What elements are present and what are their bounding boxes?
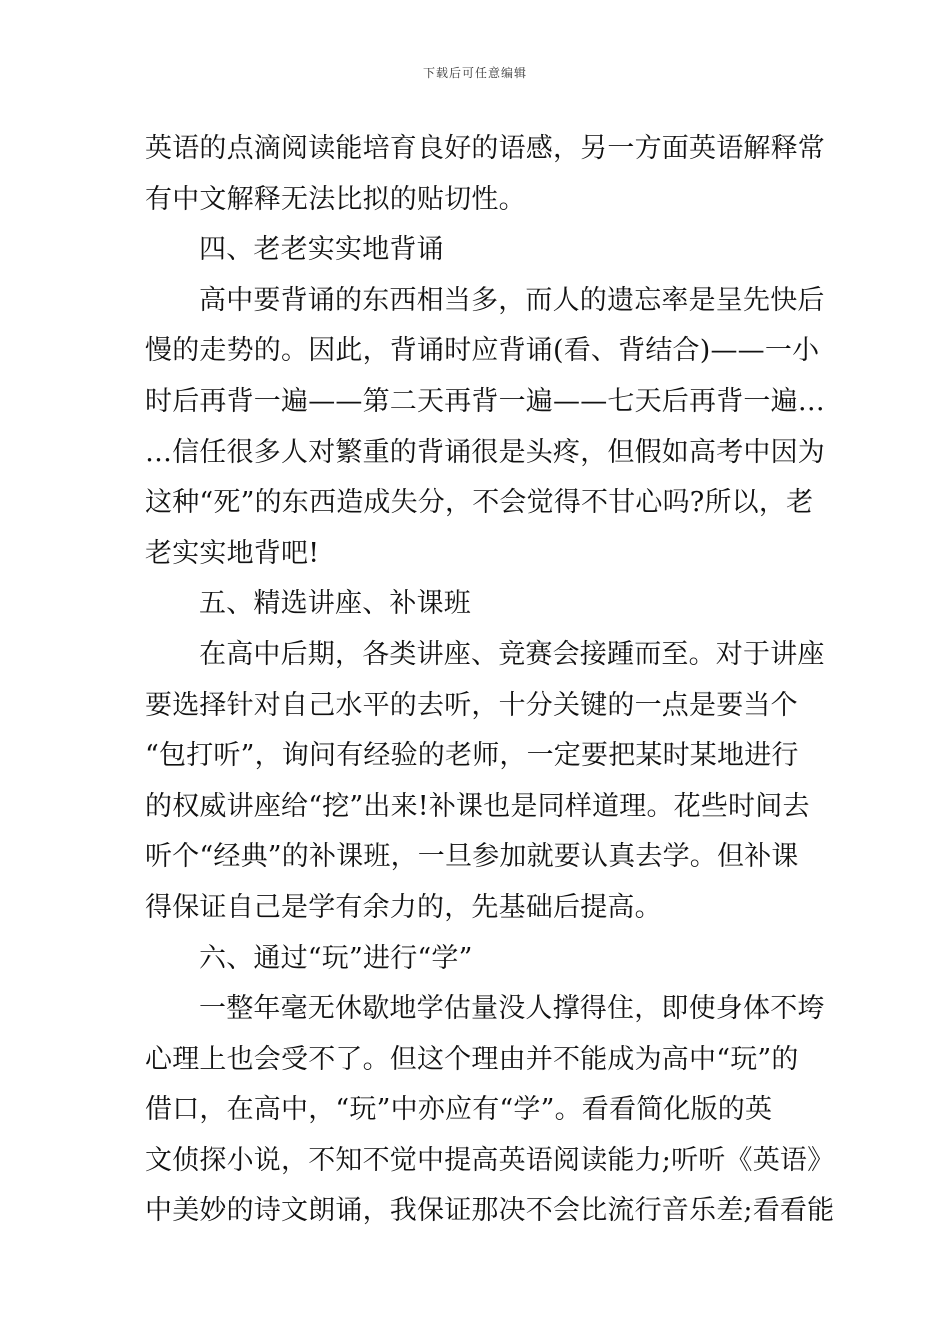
section-heading: 五、精选讲座、补课班	[199, 588, 471, 620]
text-line: 听个“经典”的补课班，一旦参加就要认真去学。但补课	[145, 841, 799, 873]
paragraph-start: 一整年毫无休歇地学估量没人撑得住，即使身体不垮	[199, 993, 825, 1025]
paragraph-start: 在高中后期，各类讲座、竞赛会接踵而至。对于讲座	[199, 638, 825, 670]
section-heading: 六、通过“玩”进行“学”	[199, 942, 473, 974]
text-line: …信任很多人对繁重的背诵很是头疼，但假如高考中因为	[145, 436, 825, 468]
text-line: 这种“死”的东西造成失分，不会觉得不甘心吗?所以，老	[145, 487, 814, 519]
text-line: 文侦探小说，不知不觉中提高英语阅读能力;听听《英语》	[145, 1144, 835, 1176]
text-line: 有中文解释无法比拟的贴切性。	[145, 183, 526, 215]
text-line: 的权威讲座给“挖”出来!补课也是同样道理。花些时间去	[145, 790, 810, 822]
section-heading: 四、老老实实地背诵	[199, 234, 444, 266]
document-body	[145, 124, 835, 1237]
text-line: 老实实地背吧!	[145, 537, 320, 569]
text-line: 心理上也会受不了。但这个理由并不能成为高中“玩”的	[145, 1043, 799, 1075]
text-line: 慢的走势的。因此，背诵时应背诵(看、背结合)——一小	[145, 335, 820, 367]
text-line: 借口，在高中，“玩”中亦应有“学”。看看简化版的英	[145, 1094, 773, 1126]
text-line: 英语的点滴阅读能培育良好的语感，另一方面英语解释常	[145, 133, 825, 164]
text-line: 时后再背一遍——第二天再背一遍——七天后再背一遍…	[145, 385, 825, 417]
page-header: 下载后可任意编辑	[422, 66, 527, 80]
text-line: 中美妙的诗文朗诵，我保证那决不会比流行音乐差;看看能	[145, 1195, 835, 1227]
text-line: “包打听”，询问有经验的老师，一定要把某时某地进行	[145, 740, 799, 772]
paragraph-start: 高中要背诵的东西相当多，而人的遗忘率是呈先快后	[199, 284, 825, 316]
text-line: 得保证自己是学有余力的，先基础后提高。	[145, 891, 662, 923]
text-line: 要选择针对自己水平的去听，十分关键的一点是要当个	[145, 689, 798, 721]
